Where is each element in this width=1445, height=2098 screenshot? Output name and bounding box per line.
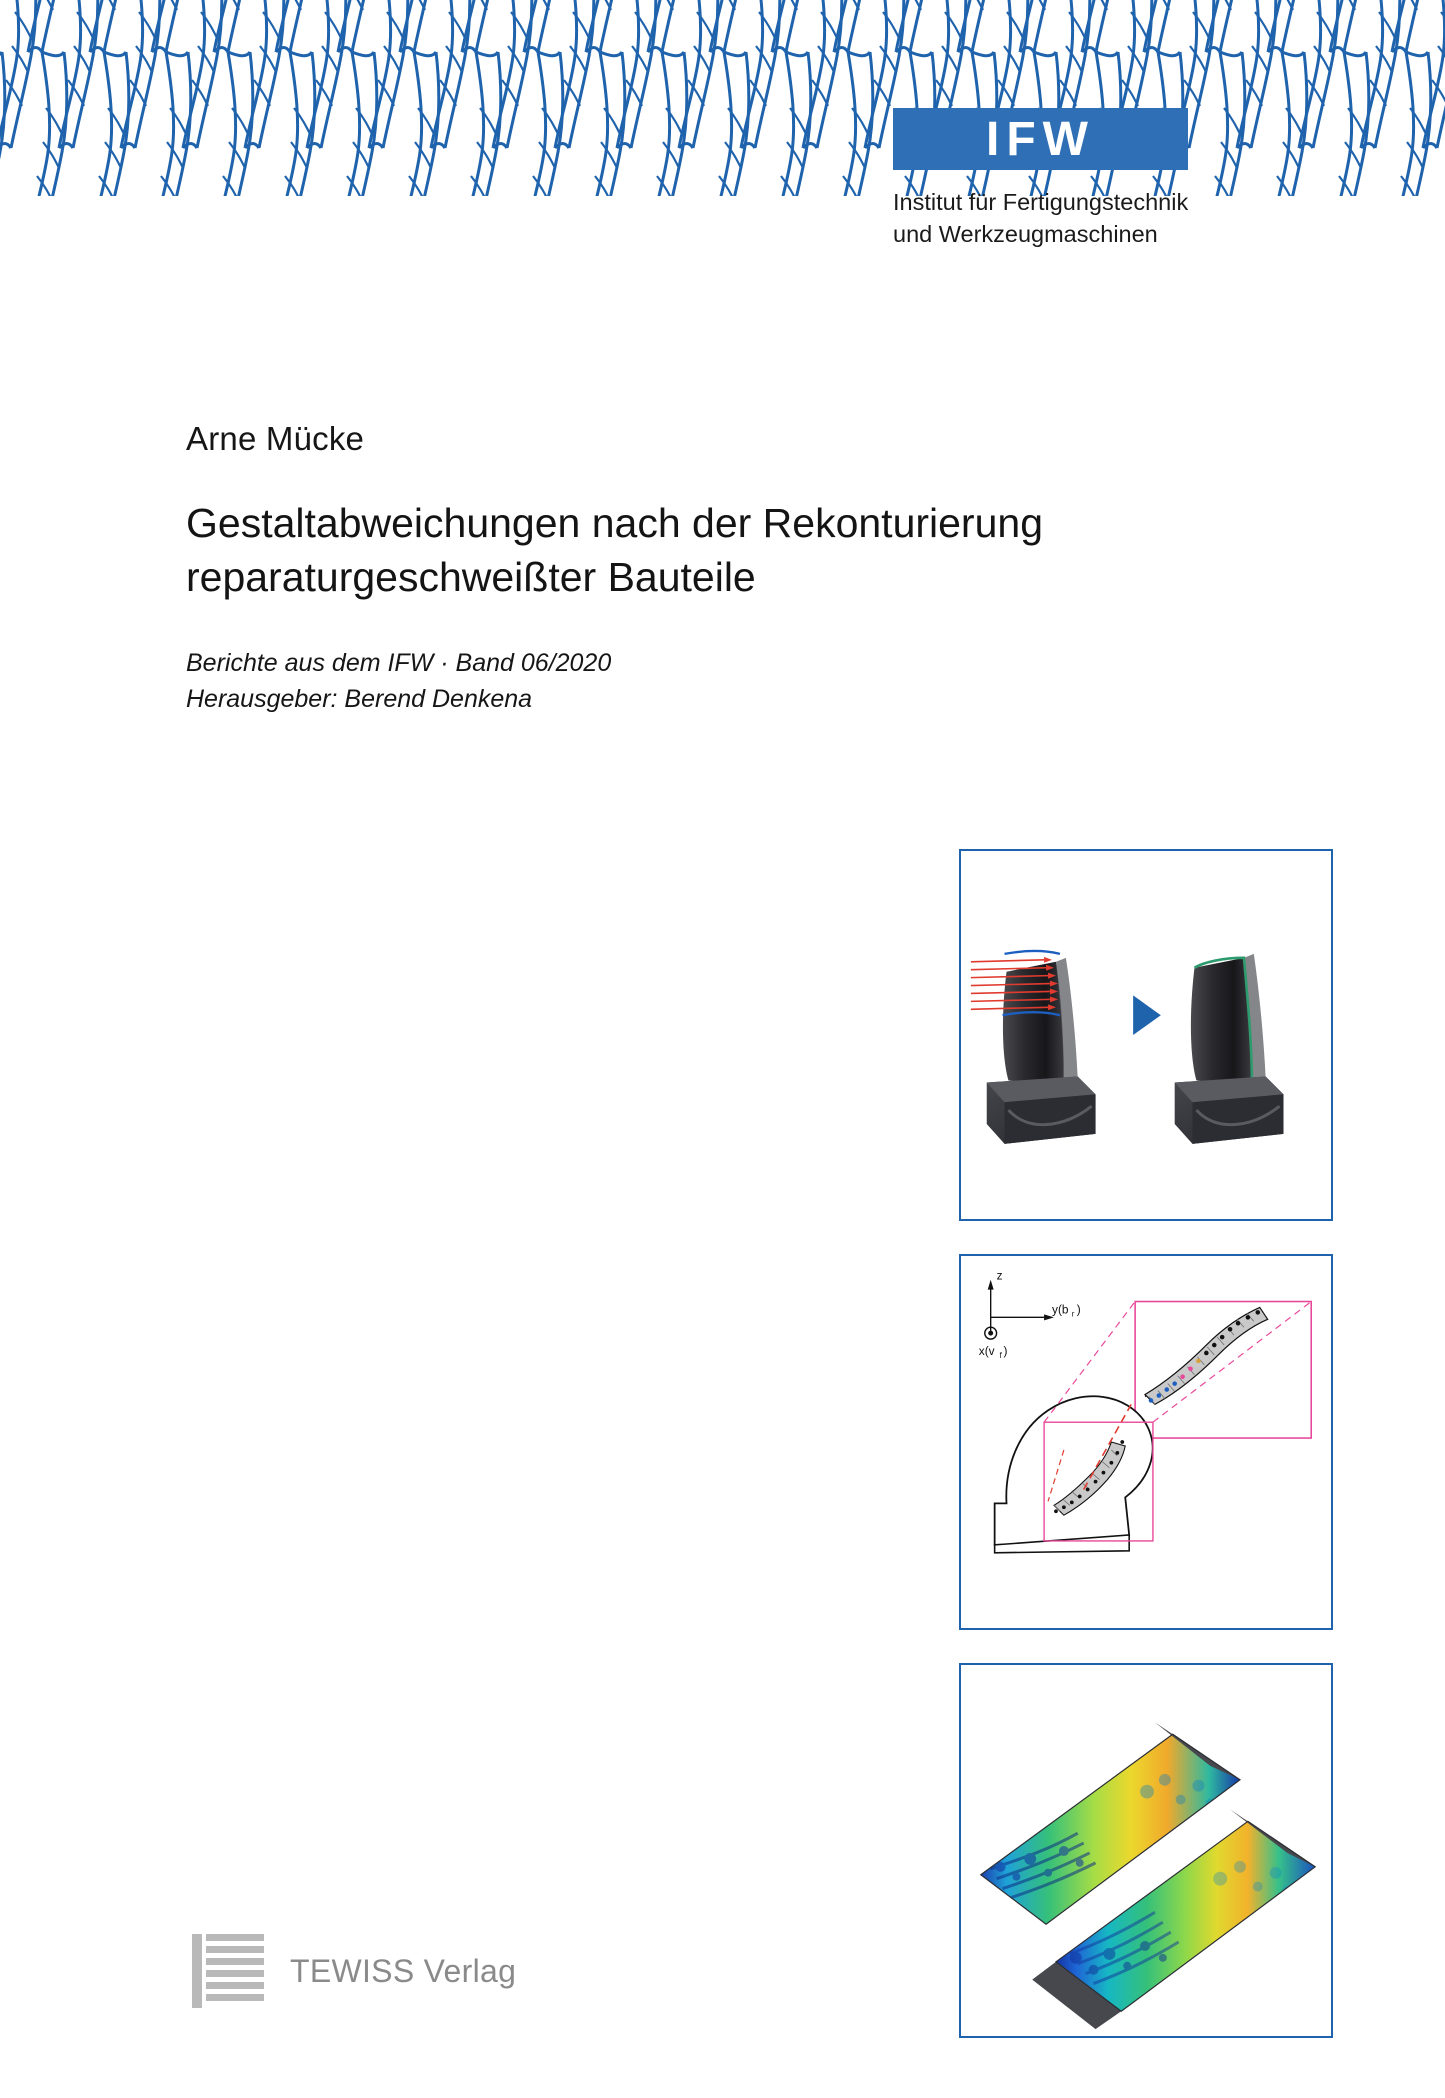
publisher-name: TEWISS Verlag	[290, 1952, 517, 1989]
axis-label-z: z	[996, 1268, 1003, 1283]
publisher-block	[190, 1932, 516, 2010]
svg-text:): )	[1076, 1302, 1081, 1317]
svg-text:): )	[1003, 1343, 1008, 1358]
axis-label-y: y(b	[1052, 1302, 1069, 1317]
svg-text:f: f	[999, 1350, 1002, 1360]
series-info	[186, 646, 1306, 717]
cover-text-block	[186, 420, 1306, 717]
page-title	[186, 496, 1276, 604]
institute-name-line-1: Institut für Fertigungstechnik	[893, 189, 1189, 215]
axis-label-x: x(v	[978, 1343, 995, 1358]
title-line-2: reparaturgeschweißter Bauteile	[186, 554, 756, 601]
institute-name	[893, 186, 1313, 251]
ifw-logo-icon: IFW	[893, 108, 1188, 170]
author-name: Arne Mücke	[186, 420, 365, 457]
figure-blade-repair	[959, 849, 1333, 1221]
institute-logo	[893, 108, 1313, 251]
series-line-2: Herausgeber: Berend Denkena	[186, 684, 533, 713]
figure-deviation-map	[959, 1663, 1333, 2038]
figure-toolpath-section	[959, 1254, 1333, 1630]
title-line-1: Gestaltabweichungen nach der Rekonturierung	[186, 500, 1043, 546]
tewiss-logo-icon	[190, 1932, 268, 2010]
series-line-1: Berichte aus dem IFW · Band 06/2020	[186, 649, 612, 678]
institute-name-line-2: und Werkzeugmaschinen	[893, 221, 1158, 248]
svg-text:r: r	[1071, 1309, 1075, 1319]
